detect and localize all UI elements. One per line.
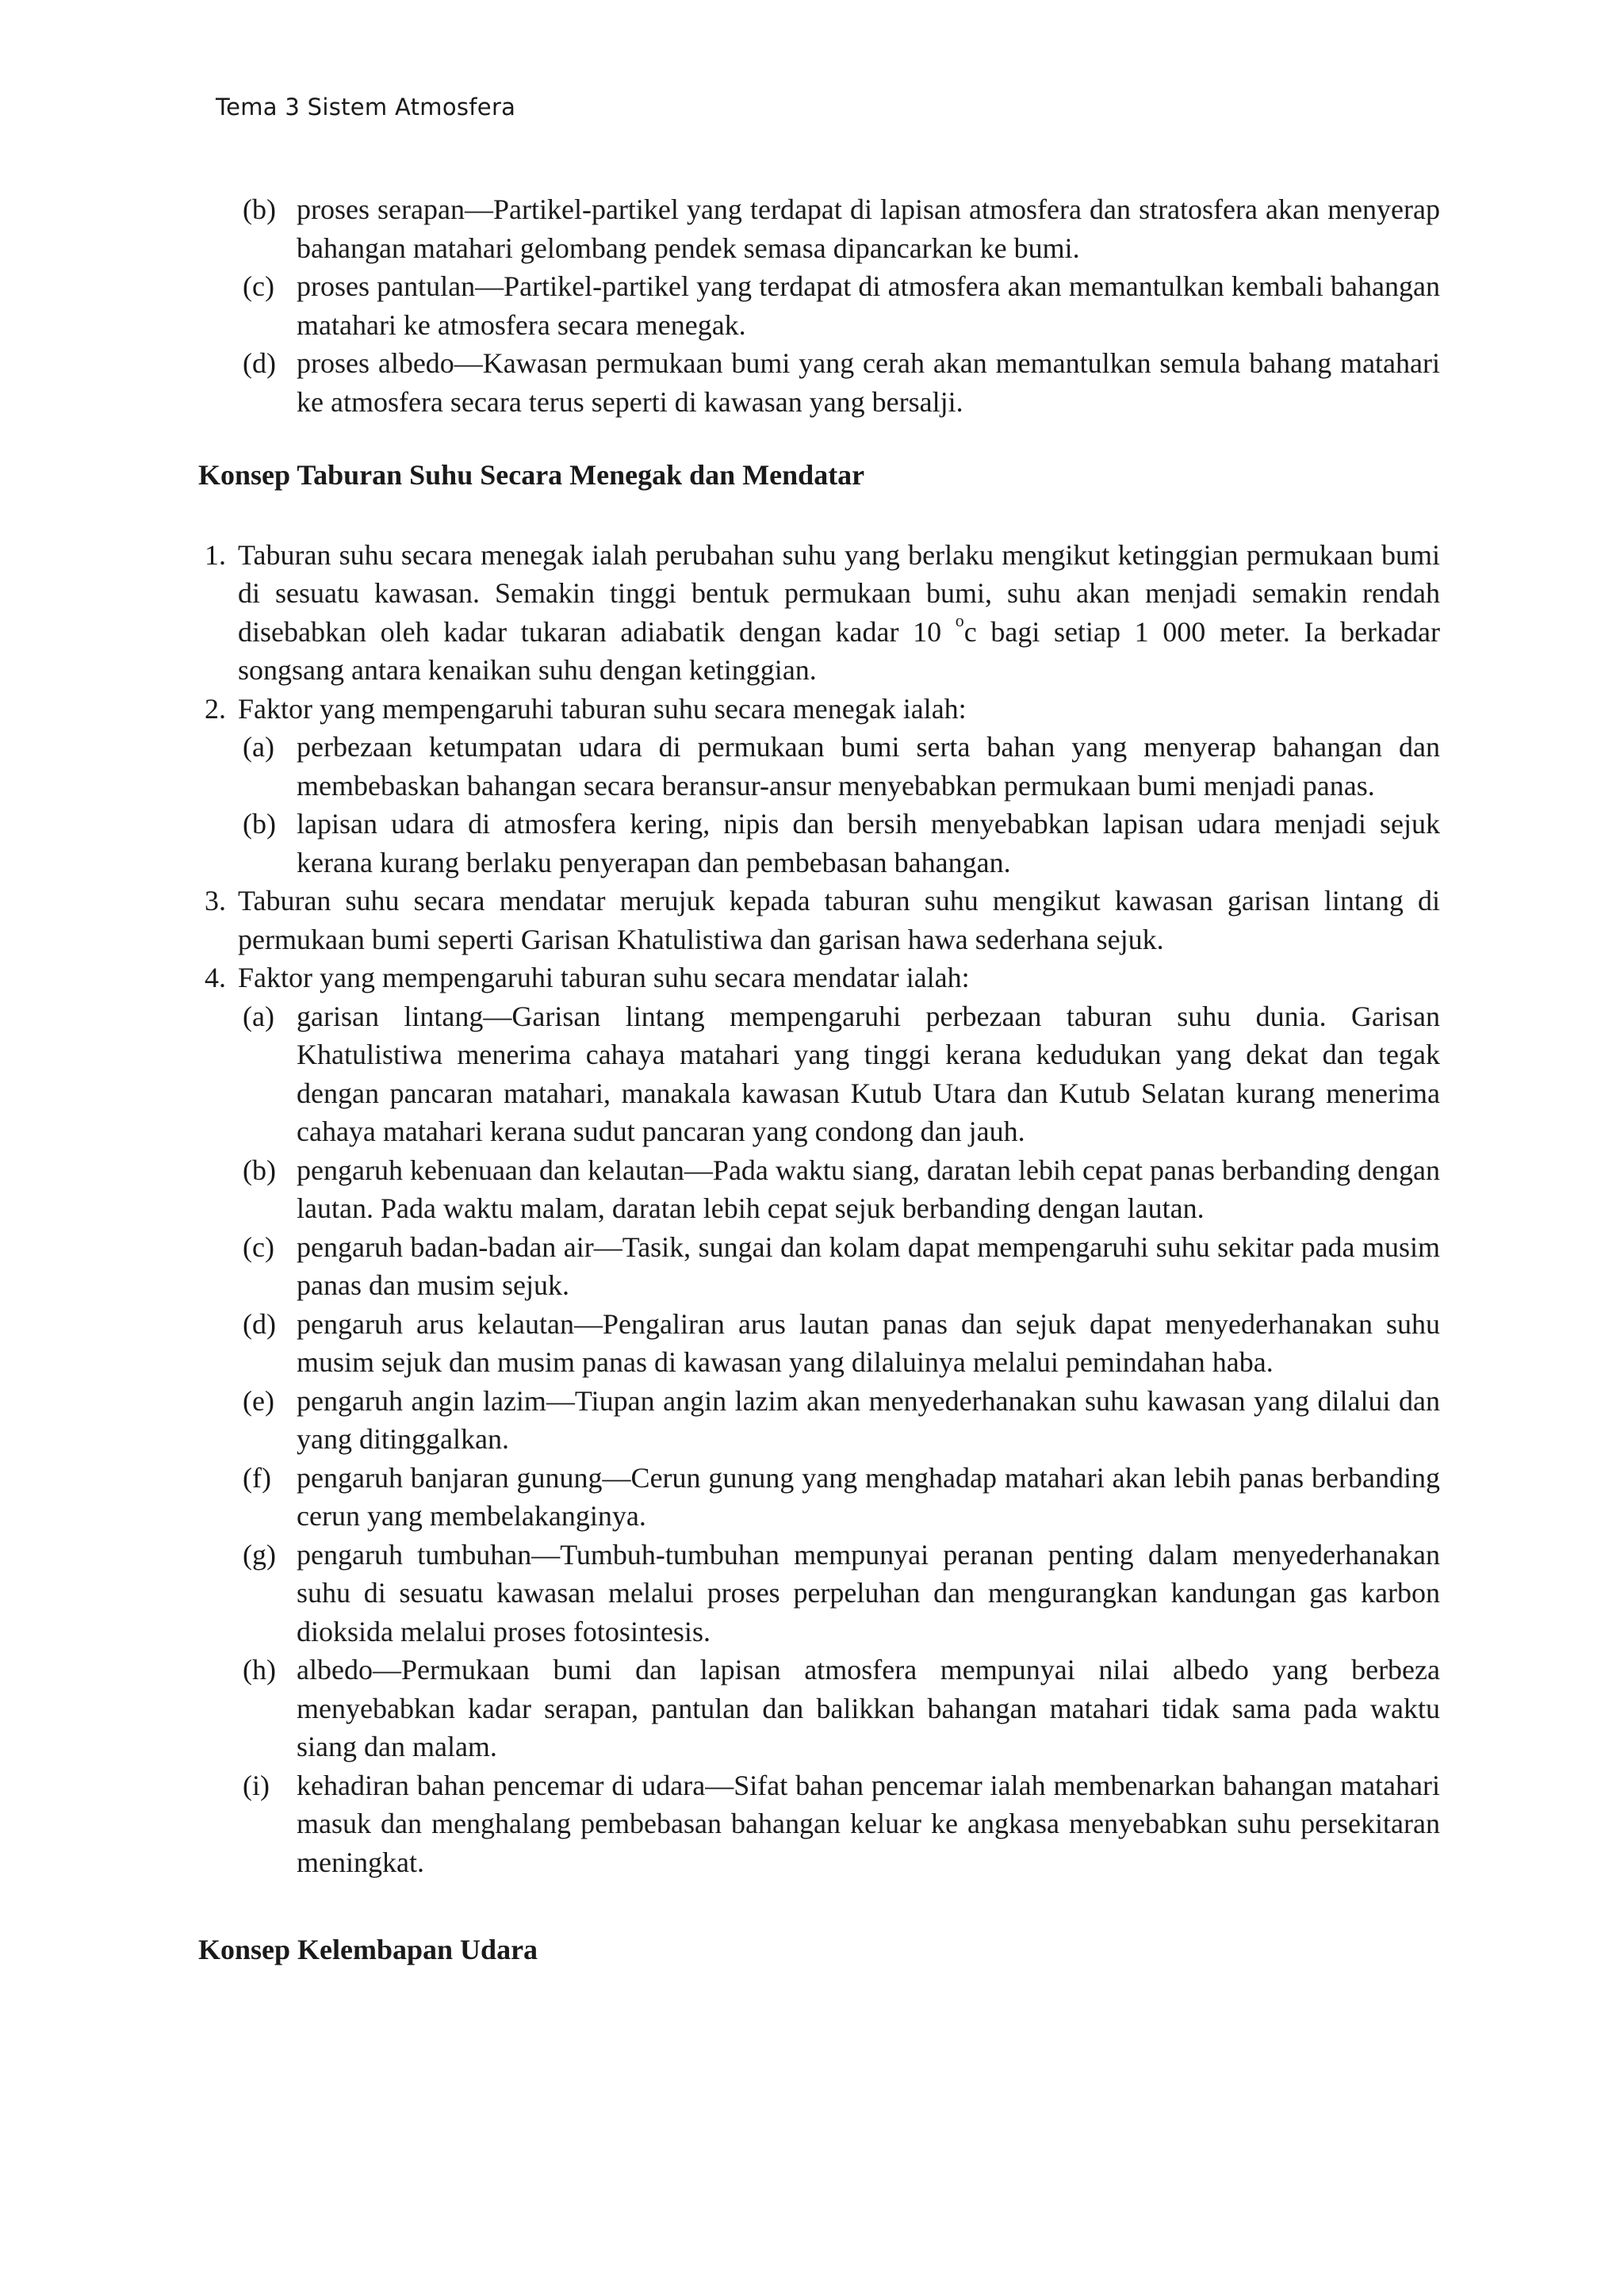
list-item-text: pengaruh tumbuhan—Tumbuh-tumbuhan mempunyai peranan penting dalam menyederhanakan suhu di sesuatu kawasan melalui proses perpeluhan dan mengurangkan kandungan gas karbon dioksida melalui proses fotosintesis. [297, 1538, 1440, 1647]
list-item [198, 190, 1440, 267]
degree-superscript: o [955, 610, 964, 630]
numbered-item-text [238, 539, 1440, 687]
numbered-item-text: Taburan suhu secara mendatar merujuk kepada taburan suhu mengikut kawasan garisan lintang di permukaan bumi seperti Garisan Khatulistiwa dan garisan hawa sederhana sejuk. [238, 885, 1440, 955]
list-item-text: albedo—Permukaan bumi dan lapisan atmosfera mempunyai nilai albedo yang berbeza menyebabkan kadar serapan, pantulan dan balikkan bahangan matahari tidak sama pada waktu siang dan malam. [297, 1654, 1440, 1762]
list-item [198, 1766, 1440, 1882]
list-item [198, 1382, 1440, 1459]
list-item-text: proses serapan—Partikel-partikel yang terdapat di lapisan atmosfera dan stratosfera akan menyerap bahangan matahari gelombang pendek semasa dipancarkan ke bumi. [297, 193, 1440, 264]
list-item-label: (d) [243, 347, 276, 379]
list-item [198, 344, 1440, 421]
section-heading: Konsep Kelembapan Udara [198, 1934, 538, 1965]
numbered-item-label: 1. [205, 538, 226, 571]
list-item-text: garisan lintang—Garisan lintang mempengaruhi perbezaan taburan suhu dunia. Garisan Khatulistiwa menerima cahaya matahari yang tinggi kerana kedudukan yang dekat dan tegak dengan pancaran matahari, manakala kawasan Kutub Utara dan Kutub Selatan kurang menerima cahaya matahari kerana sudut pancaran yang condong dan jauh. [297, 1000, 1440, 1147]
list-item-text: pengaruh banjaran gunung—Cerun gunung yang menghadap matahari akan lebih panas berbanding cerun yang membelakanginya. [297, 1461, 1440, 1532]
list-item-label: (b) [243, 193, 276, 225]
list-item-label: (c) [243, 270, 274, 302]
list-item-text: perbezaan ketumpatan udara di permukaan bumi serta bahan yang menyerap bahangan dan membebaskan bahangan secara beransur-ansur menyebabkan permukaan bumi menjadi panas. [297, 731, 1440, 802]
list-item [198, 1459, 1440, 1536]
list-item-text: proses albedo—Kawasan permukaan bumi yang cerah akan memantulkan semula bahang matahari ke atmosfera secara terus seperti di kawasan yang bersalji. [297, 347, 1440, 418]
list-item [198, 1536, 1440, 1651]
section-heading: Konsep Taburan Suhu Secara Menegak dan Mendatar [198, 459, 865, 491]
numbered-item-label: 2. [205, 692, 226, 725]
list-item-label: (b) [243, 808, 276, 840]
numbered-item [198, 882, 1440, 959]
list-item [198, 997, 1440, 1151]
list-item-label: (e) [243, 1384, 274, 1417]
numbered-item [198, 959, 1440, 997]
list-item-label: (c) [243, 1230, 274, 1263]
list-item [198, 1151, 1440, 1228]
list-item [198, 1305, 1440, 1382]
list-item-label: (h) [243, 1654, 276, 1686]
list-item-text: pengaruh arus kelautan—Pengaliran arus lautan panas dan sejuk dapat menyederhanakan suhu musim sejuk dan musim panas di kawasan yang dilaluinya melalui pemindahan haba. [297, 1307, 1440, 1378]
list-item-text: pengaruh badan-badan air—Tasik, sungai dan kolam dapat mempengaruhi suhu sekitar pada musim panas dan musim sejuk. [297, 1230, 1440, 1301]
numbered-item [198, 690, 1440, 729]
list-item-text: pengaruh angin lazim—Tiupan angin lazim akan menyederhanakan suhu kawasan yang dilalui dan yang ditinggalkan. [297, 1384, 1440, 1455]
numbered-item-text: Faktor yang mempengaruhi taburan suhu secara menegak ialah: [238, 692, 967, 725]
list-item-label: (g) [243, 1538, 276, 1571]
text-segment: c bagi setiap 1 000 meter. Ia berkadar songsang antara kenaikan suhu dengan ketinggian. [238, 615, 1440, 686]
list-item-text: proses pantulan—Partikel-partikel yang terdapat di atmosfera akan memantulkan kembali bahangan matahari ke atmosfera secara menegak. [297, 270, 1440, 341]
page-header: Tema 3 Sistem Atmosfera [216, 94, 516, 121]
list-item-label: (d) [243, 1307, 276, 1340]
list-item-text: pengaruh kebenuaan dan kelautan—Pada waktu siang, daratan lebih cepat panas berbanding dengan lautan. Pada waktu malam, daratan lebih cepat sejuk berbanding dengan lautan. [297, 1154, 1440, 1224]
list-item [198, 805, 1440, 882]
list-item [198, 1228, 1440, 1305]
text-segment: Taburan suhu secara menegak ialah perubahan suhu yang berlaku mengikut ketinggian permukaan bumi di sesuatu kawasan. Semakin tinggi bentuk permukaan bumi, suhu akan menjadi semakin rendah disebabkan oleh kadar tukaran adiabatik dengan kadar 10 [238, 538, 1440, 648]
list-item [198, 1651, 1440, 1766]
list-item [198, 728, 1440, 805]
list-item-label: (a) [243, 731, 274, 763]
list-item [198, 267, 1440, 344]
list-item-label: (i) [243, 1769, 270, 1801]
document-body [198, 190, 1440, 1969]
list-item-text: kehadiran bahan pencemar di udara—Sifat bahan pencemar ialah membenarkan bahangan matahari masuk dan menghalang pembebasan bahangan keluar ke angkasa menyebabkan suhu persekitaran meningkat. [297, 1769, 1440, 1878]
numbered-item-label: 4. [205, 962, 226, 993]
numbered-item [198, 536, 1440, 690]
numbered-item-label: 3. [205, 885, 226, 916]
list-item-label: (f) [243, 1461, 271, 1494]
list-item-label: (b) [243, 1154, 276, 1186]
list-item-label: (a) [243, 1000, 274, 1032]
numbered-item-text: Faktor yang mempengaruhi taburan suhu secara mendatar ialah: [238, 962, 970, 993]
list-item-text: lapisan udara di atmosfera kering, nipis dan bersih menyebabkan lapisan udara menjadi sejuk kerana kurang berlaku penyerapan dan pembebasan bahangan. [297, 808, 1440, 878]
